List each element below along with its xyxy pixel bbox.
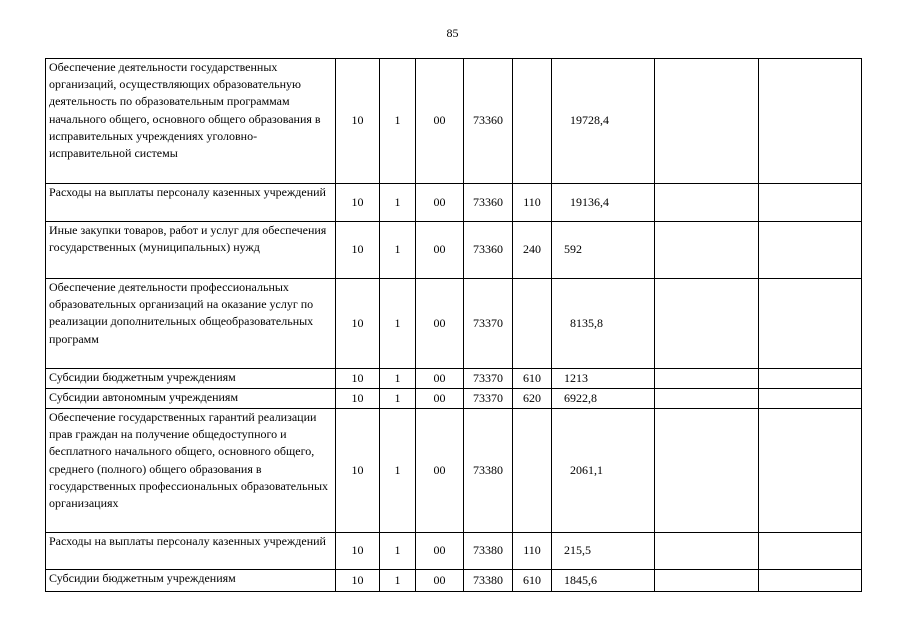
row-description: Расходы на выплаты персоналу казенных учреждений [46,533,336,570]
empty-cell [759,184,862,222]
row-description: Иные закупки товаров, работ и услуг для обеспечения государственных (муниципальных) нужд [46,222,336,279]
program-code: 1 [380,369,416,389]
program-code: 1 [380,184,416,222]
section-code: 10 [336,184,380,222]
amount-value: 1213 [552,369,655,389]
row-description: Расходы на выплаты персоналу казенных учреждений [46,184,336,222]
empty-cell [759,59,862,184]
amount-value: 2061,1 [552,409,655,533]
program-code: 1 [380,279,416,369]
amount-value: 1845,6 [552,570,655,592]
empty-cell [759,369,862,389]
expense-type-code [513,59,552,184]
section-code: 10 [336,279,380,369]
subprogram-code: 00 [416,222,464,279]
row-description: Субсидии бюджетным учреждениям [46,369,336,389]
program-code: 1 [380,409,416,533]
amount-value: 19136,4 [552,184,655,222]
expense-type-code: 110 [513,533,552,570]
section-code: 10 [336,409,380,533]
amount-value: 6922,8 [552,389,655,409]
target-article-code: 73380 [464,533,513,570]
empty-cell [655,369,759,389]
expense-type-code [513,279,552,369]
section-code: 10 [336,222,380,279]
program-code: 1 [380,570,416,592]
subprogram-code: 00 [416,279,464,369]
subprogram-code: 00 [416,59,464,184]
page-number: 85 [446,26,459,40]
program-code: 1 [380,59,416,184]
target-article-code: 73370 [464,279,513,369]
table-row [46,409,862,533]
program-code: 1 [380,222,416,279]
target-article-code: 73380 [464,570,513,592]
subprogram-code: 00 [416,533,464,570]
empty-cell [655,570,759,592]
target-article-code: 73370 [464,389,513,409]
empty-cell [655,533,759,570]
table-row [46,184,862,222]
row-description: Обеспечение деятельности профессиональных образовательных организаций на оказание услуг по реализации дополнительных общеобразовательных программ [46,279,336,369]
amount-value: 215,5 [552,533,655,570]
subprogram-code: 00 [416,409,464,533]
section-code: 10 [336,369,380,389]
row-description: Обеспечение государственных гарантий реализации прав граждан на получение общедоступного и бесплатного начального общего, основного общего, среднего (полного) общего образования в государственных профессиональных образовательных организациях [46,409,336,533]
empty-cell [655,184,759,222]
empty-cell [655,389,759,409]
expense-type-code: 610 [513,570,552,592]
table-row [46,279,862,369]
subprogram-code: 00 [416,389,464,409]
empty-cell [759,222,862,279]
expense-type-code: 240 [513,222,552,279]
amount-value: 19728,4 [552,59,655,184]
section-code: 10 [336,59,380,184]
empty-cell [655,59,759,184]
table-row [46,533,862,570]
program-code: 1 [380,389,416,409]
section-code: 10 [336,389,380,409]
budget-table [45,58,862,592]
empty-cell [655,279,759,369]
empty-cell [655,409,759,533]
subprogram-code: 00 [416,369,464,389]
empty-cell [655,222,759,279]
expense-type-code: 110 [513,184,552,222]
table-row [46,389,862,409]
row-description: Субсидии автономным учреждениям [46,389,336,409]
table-row [46,570,862,592]
empty-cell [759,279,862,369]
empty-cell [759,533,862,570]
expense-type-code [513,409,552,533]
subprogram-code: 00 [416,570,464,592]
section-code: 10 [336,570,380,592]
target-article-code: 73380 [464,409,513,533]
expense-type-code: 620 [513,389,552,409]
expense-type-code: 610 [513,369,552,389]
row-description: Обеспечение деятельности государственных организаций, осуществляющих образовательную деятельность по образовательным программам начального общего, основного общего образования в исправительных учреждениях уголовно-исправительной системы [46,59,336,184]
empty-cell [759,409,862,533]
empty-cell [759,389,862,409]
amount-value: 8135,8 [552,279,655,369]
table-row [46,59,862,184]
target-article-code: 73360 [464,59,513,184]
target-article-code: 73360 [464,184,513,222]
empty-cell [759,570,862,592]
amount-value: 592 [552,222,655,279]
section-code: 10 [336,533,380,570]
subprogram-code: 00 [416,184,464,222]
table-row [46,222,862,279]
table-row [46,369,862,389]
target-article-code: 73370 [464,369,513,389]
program-code: 1 [380,533,416,570]
target-article-code: 73360 [464,222,513,279]
row-description: Субсидии бюджетным учреждениям [46,570,336,592]
